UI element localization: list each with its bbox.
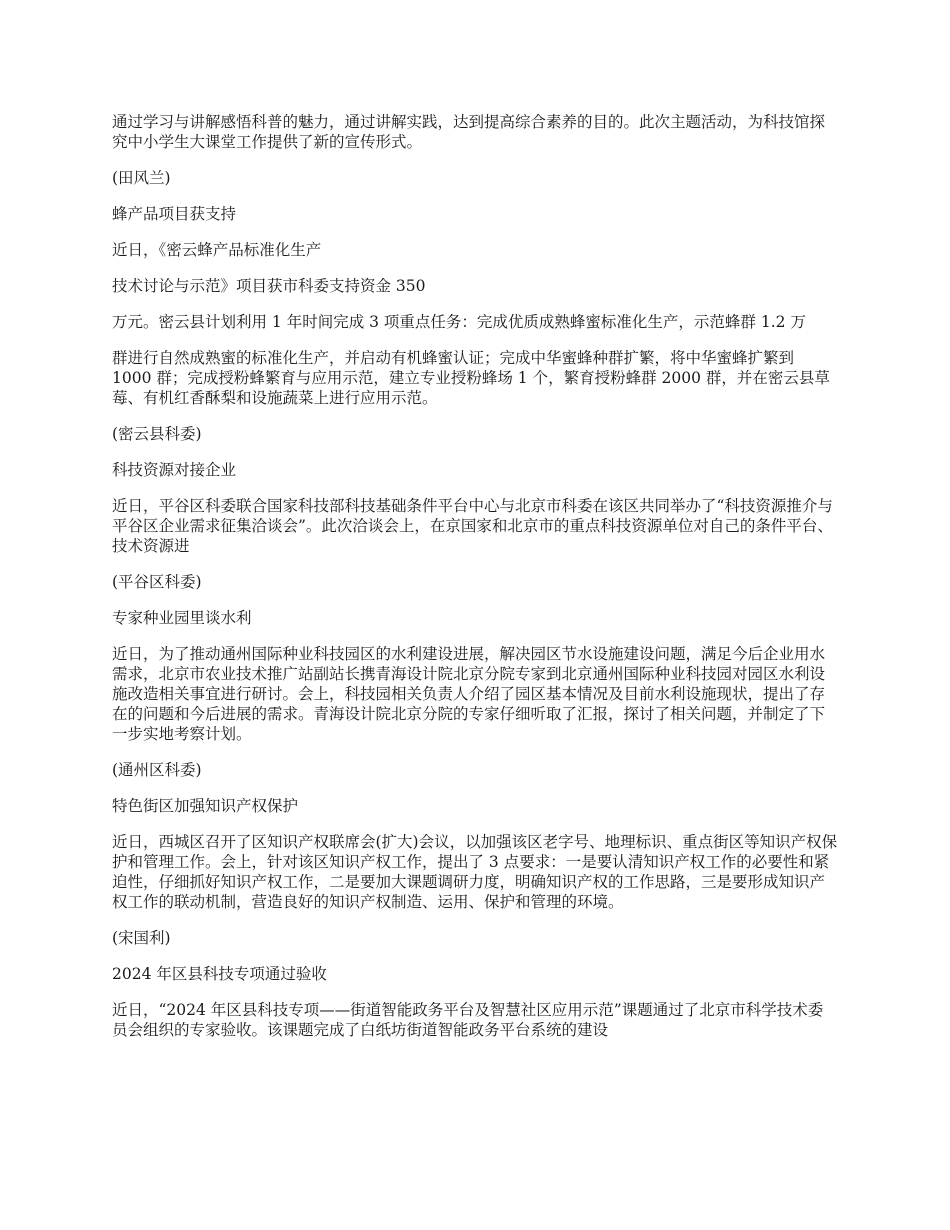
headline-ip-protection: 特色街区加强知识产权保护 bbox=[112, 797, 299, 815]
byline-miyun: (密云县科委) bbox=[112, 425, 202, 443]
paragraph-water-conservancy: 近日，为了推动通州国际种业科技园区的水利建设进展，解决园区节水设施建设问题，满足今后企业用水需求，北京市农业技术推广站副站长携青海设计院北京分院专家到北京通州国际种业科技园对园区水利设施改造相关事宜进行研讨。会上，科技园相关负责人介绍了园区基本情况及目前水利设施现状，提出了存在的问题和今后进展的需求。青海设计院北京分院的专家仔细听取了汇报，探讨了相关问题，并制定了下一步实地考察计划。 bbox=[112, 645, 826, 743]
paragraph-2024-acceptance: 近日，“2024 年区县科技专项——街道智能政务平台及智慧社区应用示范”课题通过了北京市科学技术委员会组织的专家验收。该课题完成了白纸坊街道智能政务平台系统的建设 bbox=[112, 1001, 824, 1039]
paragraph-bee-1: 近日，《密云蜂产品标准化生产 bbox=[112, 241, 322, 259]
paragraph-bee-4: 群进行自然成熟蜜的标准化生产，并启动有机蜂蜜认证；完成中华蜜蜂种群扩繁，将中华蜜蜂扩繁到 1000 群；完成授粉蜂繁育与应用示范，建立专业授粉蜂场 1 个，繁育授粉蜂群 2000 群，并在密云县草莓、有机红香酥梨和设施蔬菜上进行应用示范。 bbox=[112, 349, 830, 407]
paragraph-bee-2: 技术讨论与示范》项目获市科委支持资金 350 bbox=[112, 277, 426, 295]
byline-song-guoli: (宋国利) bbox=[112, 929, 171, 947]
paragraph-intro-continuation: 通过学习与讲解感悟科普的魅力，通过讲解实践，达到提高综合素养的目的。此次主题活动，为科技馆探究中小学生大课堂工作提供了新的宣传形式。 bbox=[112, 113, 826, 151]
headline-water-conservancy: 专家种业园里谈水利 bbox=[112, 609, 252, 627]
headline-2024-acceptance: 2024 年区县科技专项通过验收 bbox=[112, 965, 327, 983]
headline-tech-resources: 科技资源对接企业 bbox=[112, 461, 237, 479]
paragraph-ip-protection: 近日，西城区召开了区知识产权联席会(扩大)会议，以加强该区老字号、地理标识、重点街区等知识产权保护和管理工作。会上，针对该区知识产权工作，提出了 3 点要求：一是要认清知识产权工作的必要性和紧迫性，仔细抓好知识产权工作，二是要加大课题调研力度，明确知识产权的工作思路，三是要形成知识产权工作的联动机制，营造良好的知识产权制造、运用、保护和管理的环境。 bbox=[112, 833, 838, 911]
paragraph-bee-3: 万元。密云县计划利用 1 年时间完成 3 项重点任务：完成优质成熟蜂蜜标准化生产，示范蜂群 1.2 万 bbox=[112, 313, 806, 331]
paragraph-tech-resources: 近日，平谷区科委联合国家科技部科技基础条件平台中心与北京市科委在该区共同举办了“科技资源推介与平谷区企业需求征集洽谈会”。此次洽谈会上，在京国家和北京市的重点科技资源单位对自己的条件平台、技术资源进 bbox=[112, 497, 833, 555]
byline-pinggu: (平谷区科委) bbox=[112, 573, 202, 591]
headline-bee-products: 蜂产品项目获支持 bbox=[112, 205, 237, 223]
byline-tian-fenglan: (田风兰) bbox=[112, 169, 171, 187]
byline-tongzhou: (通州区科委) bbox=[112, 761, 202, 779]
